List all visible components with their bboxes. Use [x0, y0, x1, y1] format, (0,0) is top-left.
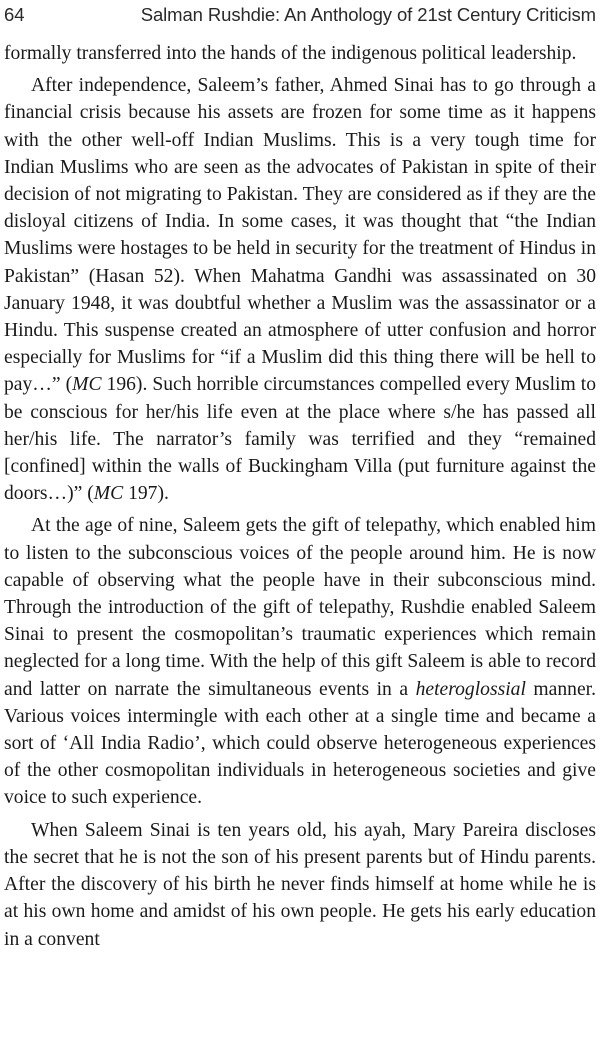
- paragraph-ayah: [4, 817, 596, 953]
- paragraph-independence: [4, 72, 596, 507]
- citation-abbreviation: MC: [93, 483, 124, 505]
- text-segment: formally transferred into the hands of the indigenous political leadership.: [4, 43, 577, 64]
- text-segment: At the age of nine, Saleem gets the gift of telepathy, which enabled him to listen to the subconscious voices of the people around him. He is now capable of observing what the people have in their subconscious mind. Through the introduction of the gift of telepathy, Rushdie enabled Saleem Sinai to present the cosmopolitan’s traumatic experiences which remain neglected for a long time. With the help of this gift Saleem is able to record and latter on narrate the simultaneous events in a: [4, 515, 596, 700]
- paragraph-continued: [4, 40, 596, 67]
- citation-abbreviation: MC: [72, 374, 102, 396]
- text-segment: 196). Such horrible circumstances compelled every Muslim to be conscious for her/his life even at the place where s/he has passed all her/his life. The narrator’s family was terrified and they “remained [confined] within the walls of Buckingham Villa (put furniture against the doors…)” (: [4, 374, 596, 505]
- paragraph-telepathy: [4, 512, 596, 811]
- body-text: [4, 40, 596, 958]
- text-segment: 197).: [123, 483, 169, 505]
- text-segment: When Saleem Sinai is ten years old, his ayah, Mary Pareira discloses the secret that he is not the son of his present parents but of Hindu parents. After the discovery of his birth he never finds himself at home while he is at his own home and amidst of his own people. He gets his early education in a convent: [4, 819, 596, 950]
- text-segment: manner. Various voices intermingle with each other at a single time and became a sort of ‘All India Radio’, which could observe heterogeneous experiences of the other cosmopolitan individuals in heterogeneous societies and give voice to such experience.: [4, 678, 597, 809]
- page-header: [4, 2, 596, 28]
- page-number: 64: [4, 4, 25, 25]
- italic-term: heteroglossial: [415, 678, 526, 700]
- running-title: Salman Rushdie: An Anthology of 21st Century Criticism: [140, 4, 596, 25]
- text-segment: After independence, Saleem’s father, Ahmed Sinai has to go through a financial crisis because his assets are frozen for some time as it happens with the other well-off Indian Muslims. This is a very tough time for Indian Muslims who are seen as the advocates of Pakistan in spite of their decision of not migrating to Pakistan. They are considered as if they are the disloyal citizens of India. In some cases, it was thought that “the Indian Muslims were hostages to be held in security for the treatment of Hindus in Pakistan” (Hasan 52). When Mahatma Gandhi was assassinated on 30 January 1948, it was doubtful whether a Muslim was the assassinator or a Hindu. This suspense created an atmosphere of utter confusion and horror especially for Muslims for “if a Muslim did this thing there will be hell to pay…” (: [4, 75, 596, 396]
